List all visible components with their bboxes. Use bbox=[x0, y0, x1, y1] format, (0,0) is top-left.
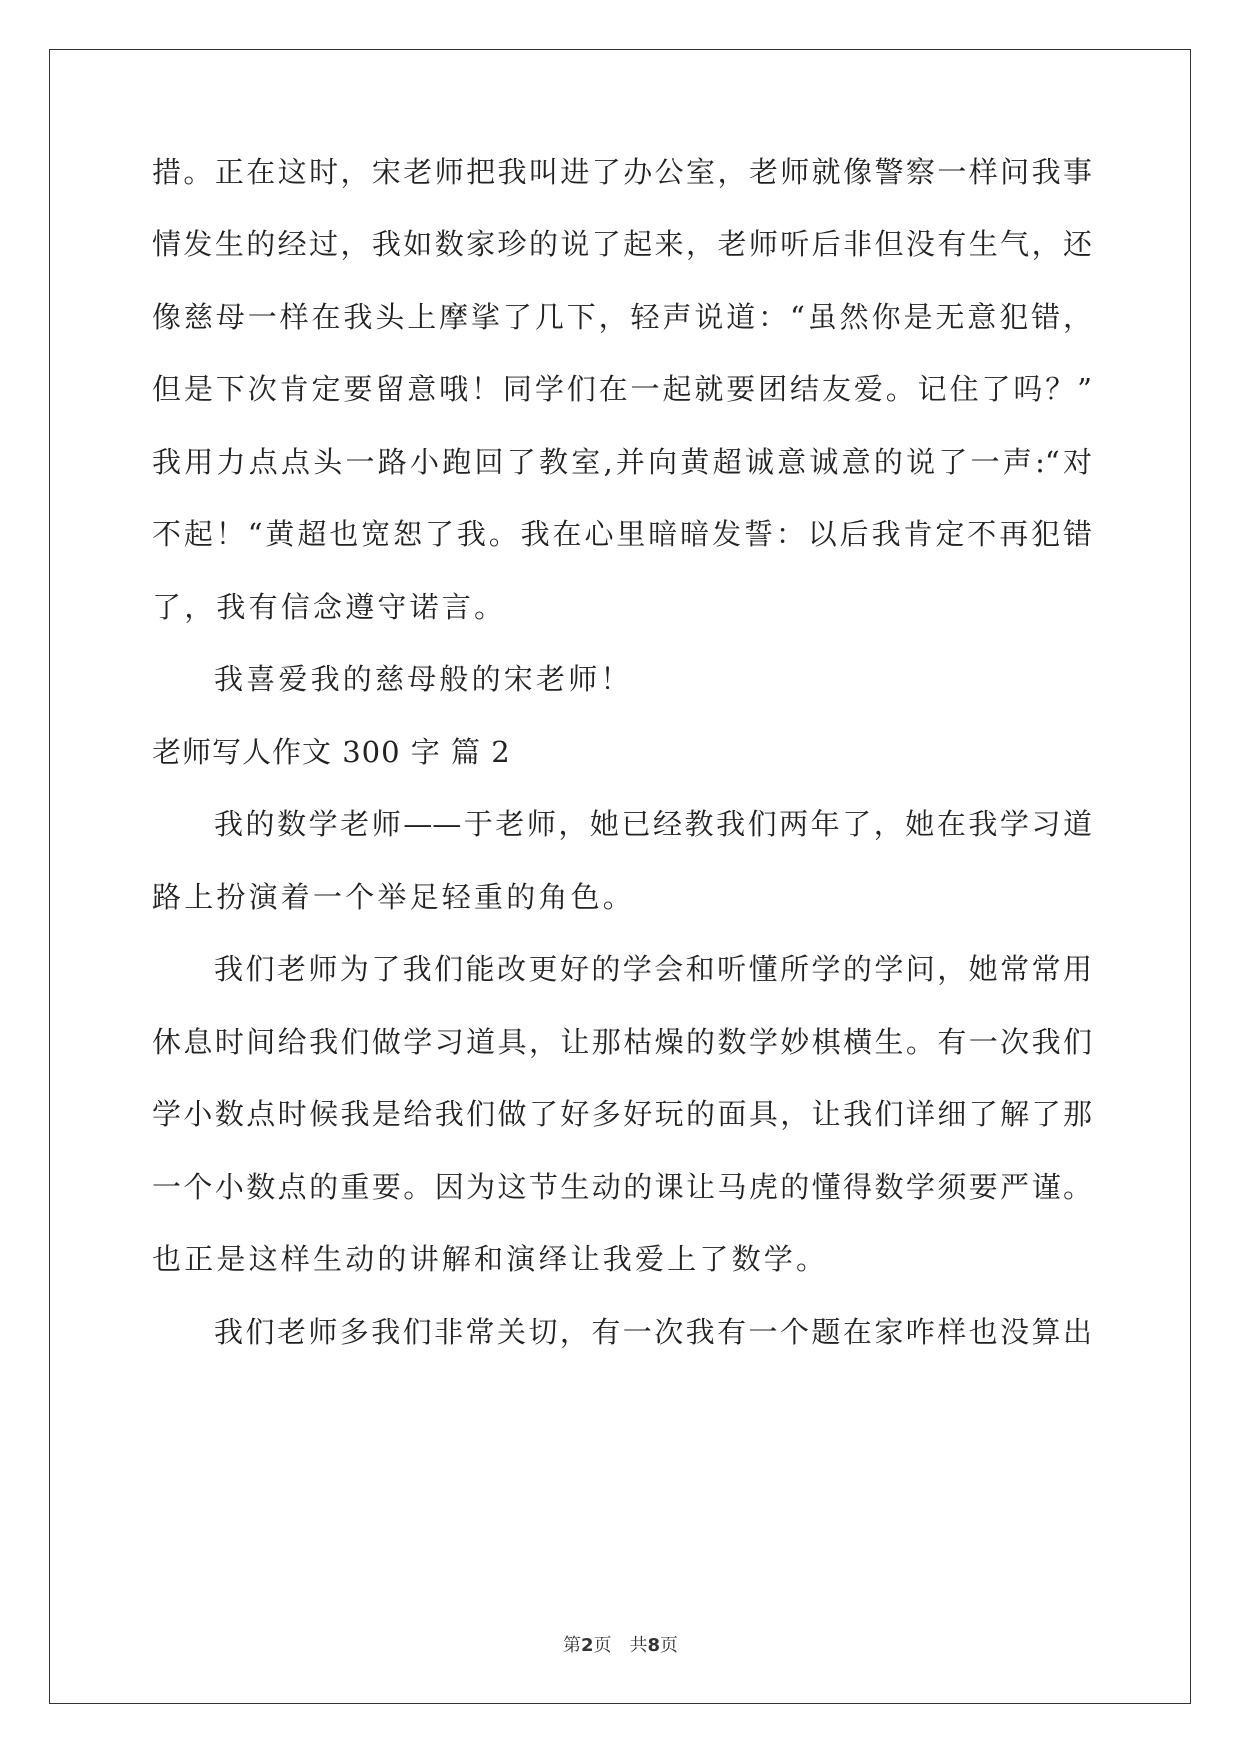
paragraph-closing-line: 我喜爱我的慈母般的宋老师！ bbox=[214, 662, 633, 696]
text-line-1: 措。正在这时，宋老师把我叫进了办公室，老师就像警察一样问我事 bbox=[152, 155, 1092, 189]
text-line-7: 了，我有信念遵守诺言。 bbox=[152, 590, 507, 624]
text-line-17: 我们老师多我们非常关切，有一次我有一个题在家咋样也没算出 bbox=[214, 1315, 1092, 1349]
total-prefix: 共 bbox=[629, 1635, 648, 1656]
text-line-11: 路上扮演着一个举足轻重的角色。 bbox=[152, 880, 636, 914]
text-line-16: 也正是这样生动的讲解和演绎让我爱上了数学。 bbox=[152, 1242, 829, 1276]
text-line-4: 但是下次肯定要留意哦！同学们在一起就要团结友爱。记住了吗？” bbox=[152, 372, 1092, 406]
text-line-13: 休息时间给我们做学习道具，让那枯燥的数学妙棋横生。有一次我们 bbox=[152, 1025, 1092, 1059]
text-line-15: 一个小数点的重要。因为这节生动的课让马虎的懂得数学须要严谨。 bbox=[152, 1170, 1092, 1204]
page-suffix: 页 bbox=[593, 1635, 612, 1656]
section-heading: 老师写人作文 300 字 篇 2 bbox=[152, 735, 511, 769]
text-line-3: 像慈母一样在我头上摩挲了几下，轻声说道：“虽然你是无意犯错， bbox=[152, 300, 1092, 334]
text-line-6: 不起！“黄超也宽恕了我。我在心里暗暗发誓：以后我肯定不再犯错 bbox=[152, 517, 1092, 551]
text-line-2: 情发生的经过，我如数家珍的说了起来，老师听后非但没有生气，还 bbox=[152, 227, 1092, 261]
page-footer bbox=[0, 1634, 1241, 1658]
text-line-5: 我用力点点头一路小跑回了教室,并向黄超诚意诚意的说了一声:“对 bbox=[152, 445, 1092, 479]
text-line-12: 我们老师为了我们能改更好的学会和听懂所学的学问，她常常用 bbox=[214, 952, 1092, 986]
page-number: 2 bbox=[580, 1635, 594, 1656]
total-suffix: 页 bbox=[660, 1635, 679, 1656]
page-prefix: 第 bbox=[562, 1635, 581, 1656]
text-line-14: 学小数点时候我是给我们做了好多好玩的面具，让我们详细了解了那 bbox=[152, 1097, 1092, 1131]
text-line-10: 我的数学老师——于老师，她已经教我们两年了，她在我学习道 bbox=[214, 807, 1092, 841]
total-pages: 8 bbox=[647, 1635, 661, 1656]
